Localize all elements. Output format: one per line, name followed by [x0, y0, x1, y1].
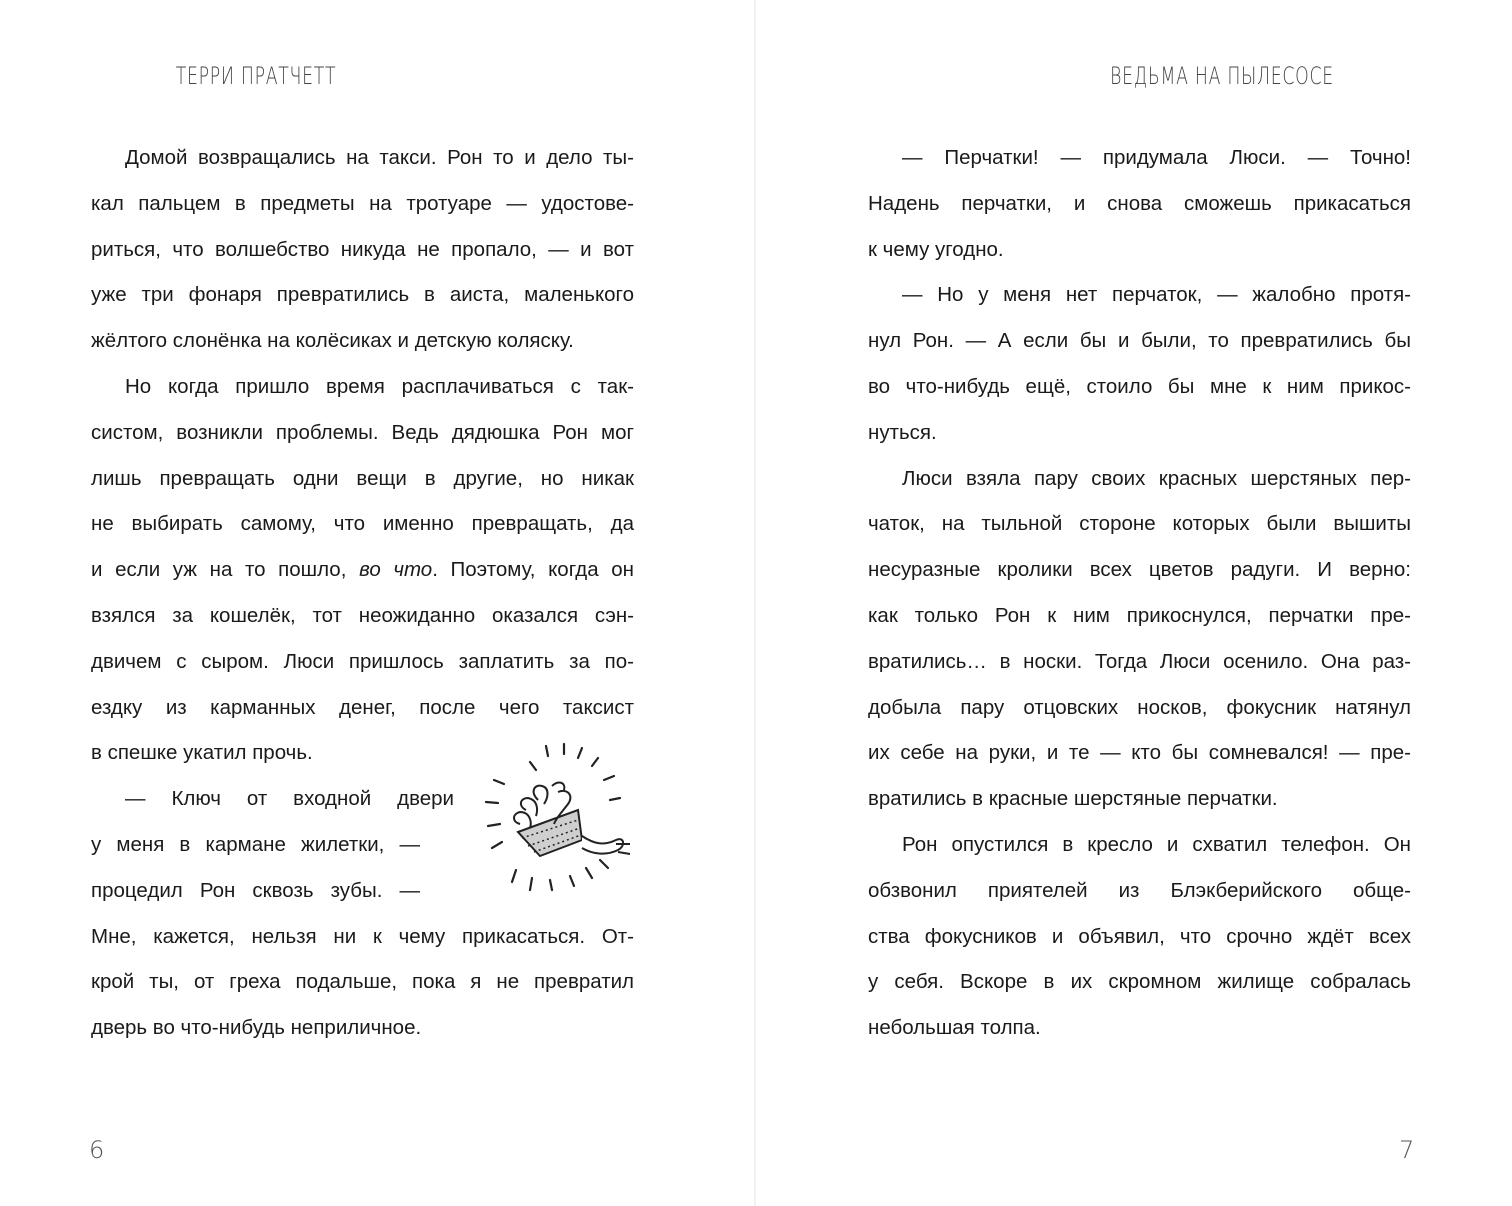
page-number-left: 6	[89, 1136, 105, 1164]
text-line: нул Рон. — А если бы и были, то превратились бы	[868, 329, 1411, 353]
text-line: уже три фонаря превратились в аиста, маленького	[91, 283, 634, 307]
text-line: Рон опустился в кресло и схватил телефон. Он	[902, 832, 1411, 856]
right-page	[756, 0, 1512, 1206]
text-line: кал пальцем в предметы на тротуаре — удостове-	[91, 191, 634, 215]
right-page-body	[868, 135, 1411, 1051]
text-line: — Но у меня нет перчаток, — жалобно протя-	[902, 283, 1411, 307]
text-line: несуразные кролики всех цветов радуги. И верно:	[868, 558, 1411, 582]
text-line: Люси взяла пару своих красных шерстяных пер-	[902, 466, 1411, 490]
text-line: систом, возникли проблемы. Ведь дядюшка Рон мог	[91, 420, 634, 444]
text-line: у себя. Вскоре в их скромном жилище собралась	[868, 970, 1411, 994]
text-line: Но когда пришло время расплачиваться с так-	[125, 374, 634, 398]
text-line: дверь во что-нибудь неприличное.	[91, 1016, 422, 1040]
page-number-right: 7	[1399, 1136, 1415, 1164]
left-page-body	[91, 135, 634, 1051]
text-line: двичем с сыром. Люси пришлось заплатить за по-	[91, 649, 634, 673]
text-line: крой ты, от греха подальше, пока я не превратил	[91, 970, 634, 994]
text-line: у меня в кармане жилетки, —	[91, 832, 420, 856]
text-line: обзвонил приятелей из Блэкберийского обще-	[868, 878, 1411, 902]
running-head-title: ВЕДЬМА НА ПЫЛЕСОСЕ	[1110, 62, 1334, 90]
text-line: — Ключ от входной двери	[125, 787, 454, 811]
text-line: — Перчатки! — придумала Люси. — Точно!	[902, 146, 1411, 169]
text-line: жёлтого слонёнка на колёсиках и детскую коляску.	[91, 329, 574, 353]
text-line: риться, что волшебство никуда не пропало, — и вот	[91, 237, 634, 261]
text-line: Надень перчатки, и снова сможешь прикасаться	[868, 191, 1411, 215]
text-line: лишь превращать одни вещи в другие, но никак	[91, 466, 634, 490]
text-line: ства фокусников и объявил, что срочно ждёт всех	[868, 924, 1411, 948]
text-line: чаток, на тыльной стороне которых были вышиты	[868, 512, 1411, 536]
text-line: Мне, кажется, нельзя ни к чему прикасаться. От-	[91, 924, 634, 948]
text-line: к чему угодно.	[868, 237, 1004, 261]
text-line: вратились… в носки. Тогда Люси осенило. Она раз-	[868, 649, 1411, 673]
text-line: процедил Рон сквозь зубы. —	[91, 878, 420, 902]
text-span: . Поэтому, когда он	[432, 558, 634, 582]
text-line: взялся за кошелёк, тот неожиданно оказался сэн-	[91, 603, 634, 627]
text-line: их себе на руки, и те — кто бы сомневался! — пре-	[868, 741, 1411, 765]
text-line: в спешке укатил прочь.	[91, 741, 313, 765]
text-line	[91, 547, 634, 593]
text-line: добыла пару отцовских носков, фокусник натянул	[868, 695, 1411, 719]
text-line: небольшая толпа.	[868, 1016, 1041, 1040]
glowing-sandwich-hand-icon	[478, 740, 638, 895]
emphasis-text: во что	[359, 558, 433, 582]
text-span: и если уж на то пошло,	[91, 558, 347, 582]
text-line: ездку из карманных денег, после чего таксист	[91, 695, 634, 719]
text-line: Домой возвращались на такси. Рон то и дело ты-	[125, 146, 634, 169]
text-line: нуться.	[868, 420, 937, 444]
text-line: вратились в красные шерстяные перчатки.	[868, 787, 1278, 811]
left-page	[0, 0, 754, 1206]
running-head-author: ТЕРРИ ПРАТЧЕТТ	[175, 62, 337, 90]
text-line: как только Рон к ним прикоснулся, перчатки пре-	[868, 603, 1411, 627]
text-line: не выбирать самому, что именно превращать, да	[91, 512, 634, 536]
text-line: во что-нибудь ещё, стоило бы мне к ним прикос-	[868, 374, 1411, 398]
